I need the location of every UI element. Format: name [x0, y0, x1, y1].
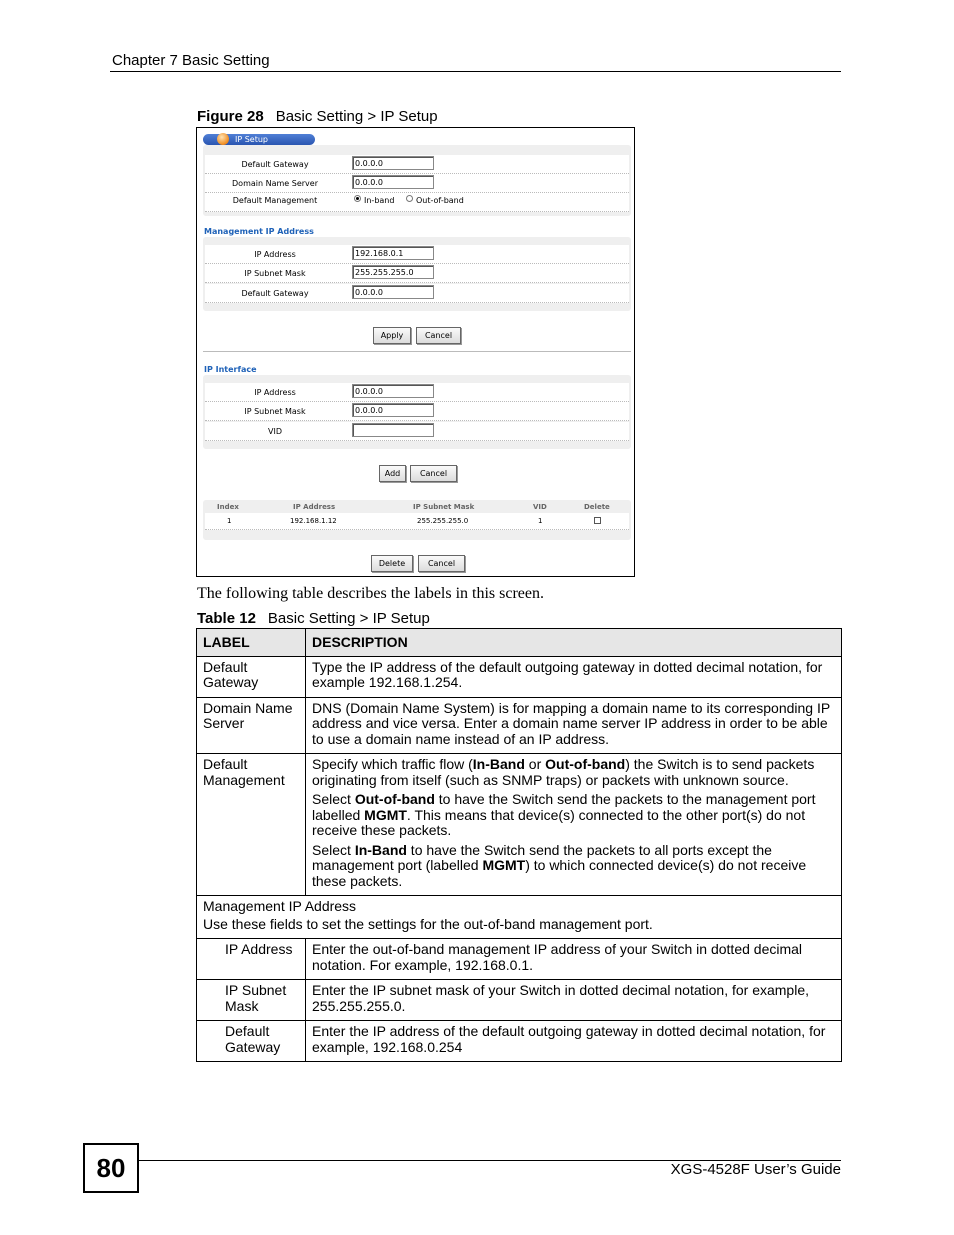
mgmt-ip-row	[205, 245, 629, 264]
description-paragraph: Select Out-of-band to have the Switch send the packets to the management port labelled MGMT. This means that device(s) connected to the other port(s) do not receive these packets.	[312, 791, 816, 838]
intro-text: The following table describes the labels in this screen.	[197, 585, 545, 602]
table-row	[197, 656, 842, 697]
if-vid-row	[205, 422, 629, 441]
mgmt-mask-label: IP Subnet Mask	[244, 269, 306, 278]
delete-button[interactable]: Delete	[371, 555, 413, 572]
row-description: Enter the IP address of the default outgoing gateway in dotted decimal notation, for example, 192.168.0.254	[306, 1021, 842, 1062]
mgmt-ip-input[interactable]: 192.168.0.1	[352, 246, 434, 260]
management-ip-heading: Management IP Address	[204, 227, 314, 236]
if-mask-row	[205, 402, 629, 421]
row-mask: 255.255.255.0	[417, 517, 469, 525]
row-label: IP Address	[197, 939, 306, 980]
description-column-header: DESCRIPTION	[306, 629, 842, 657]
mgmt-gateway-label: Default Gateway	[241, 289, 309, 298]
table-row	[197, 697, 842, 754]
add-button[interactable]: Add	[379, 465, 406, 482]
row-label: IP Subnet Mask	[197, 980, 306, 1021]
ip-setup-title-bar	[203, 134, 315, 145]
row-label: Default Gateway	[197, 656, 306, 697]
table-title: Basic Setting > IP Setup	[267, 610, 430, 627]
dns-row	[205, 174, 629, 193]
row-description: Enter the out-of-band management IP address of your Switch in dotted decimal notation. For example, 192.168.0.1.	[306, 939, 842, 980]
ip-setup-title: IP Setup	[235, 135, 269, 144]
row-description: Enter the IP subnet mask of your Switch in dotted decimal notation, for example, 255.255.255.0.	[306, 980, 842, 1021]
page-number: 80	[83, 1143, 139, 1193]
label-column-header: LABEL	[197, 629, 306, 657]
outband-label: Out-of-band	[416, 196, 464, 205]
if-mask-input[interactable]: 0.0.0.0	[352, 403, 434, 417]
description-paragraph: Specify which traffic flow (In-Band or Out-of-band) the Switch is to send packets originating from itself (such as SNMP traps) or packets with unknown source.	[312, 756, 815, 788]
guide-title: XGS-4528F User’s Guide	[670, 1161, 841, 1178]
table-cancel-button[interactable]: Cancel	[418, 555, 465, 572]
table-row	[197, 980, 842, 1021]
table-row	[205, 513, 629, 530]
default-management-row	[205, 193, 629, 212]
if-ip-input[interactable]: 0.0.0.0	[352, 384, 434, 398]
col-subnet-mask: IP Subnet Mask	[413, 503, 475, 511]
if-vid-label: VID	[268, 427, 282, 436]
row-vid: 1	[538, 517, 543, 525]
row-label: Domain Name Server	[197, 697, 306, 754]
mgmt-ip-label: IP Address	[254, 250, 296, 259]
mgmt-gateway-input[interactable]: 0.0.0.0	[352, 285, 434, 299]
table-row	[197, 1021, 842, 1062]
table-header-row	[197, 629, 842, 657]
row-ip: 192.168.1.12	[290, 517, 337, 525]
inband-radio[interactable]	[354, 195, 361, 202]
chapter-header: Chapter 7 Basic Setting	[112, 52, 270, 69]
description-table	[196, 628, 842, 1062]
default-gateway-row	[205, 155, 629, 174]
default-gateway-label: Default Gateway	[241, 160, 309, 169]
description-paragraph: Select In-Band to have the Switch send the packets to all ports except the management port (labelled MGMT) to which connected device(s) do not receive these packets.	[312, 841, 807, 889]
header-rule	[110, 71, 841, 72]
section-divider	[203, 351, 631, 352]
row-description: Type the IP address of the default outgoing gateway in dotted decimal notation, for example 192.168.1.254.	[306, 656, 842, 697]
row-index: 1	[227, 517, 232, 525]
if-ip-row	[205, 383, 629, 402]
table-section-row	[197, 896, 842, 939]
if-cancel-button[interactable]: Cancel	[410, 465, 457, 482]
mgmt-mask-row	[205, 264, 629, 283]
ip-interface-heading: IP Interface	[204, 365, 257, 374]
if-vid-input[interactable]	[352, 423, 434, 437]
outband-radio[interactable]	[406, 195, 413, 202]
section-cell	[197, 896, 842, 939]
if-mask-label: IP Subnet Mask	[244, 407, 306, 416]
ip-setup-screenshot	[196, 127, 635, 577]
row-description	[306, 754, 842, 896]
inband-label: In-band	[364, 196, 395, 205]
row-description: DNS (Domain Name System) is for mapping a domain name to its corresponding IP address and vice versa. Enter a domain name server IP address in order to be able to use a domain name instead of an IP address.	[306, 697, 842, 754]
ip-interface-table	[203, 500, 631, 540]
management-ip-panel	[203, 237, 631, 311]
table-caption	[197, 610, 430, 627]
section-title: Management IP Address	[203, 898, 357, 914]
dns-input[interactable]: 0.0.0.0	[352, 175, 434, 189]
default-gateway-input[interactable]: 0.0.0.0	[352, 156, 434, 170]
col-vid: VID	[533, 503, 547, 511]
col-ip-address: IP Address	[293, 503, 336, 511]
table-row	[197, 939, 842, 980]
row-delete-checkbox[interactable]	[594, 517, 601, 524]
cancel-button[interactable]: Cancel	[416, 327, 461, 344]
ip-setup-panel	[203, 145, 631, 216]
mgmt-gateway-row	[205, 284, 629, 303]
figure-label: Figure 28	[197, 108, 264, 125]
mgmt-mask-input[interactable]: 255.255.255.0	[352, 265, 434, 279]
table-row	[197, 754, 842, 896]
row-label: Default Gateway	[197, 1021, 306, 1062]
default-management-label: Default Management	[232, 196, 318, 205]
orb-icon	[217, 133, 229, 145]
col-delete: Delete	[584, 503, 610, 511]
dns-label: Domain Name Server	[232, 179, 318, 188]
figure-title: Basic Setting > IP Setup	[275, 108, 438, 125]
table-label: Table 12	[197, 610, 256, 627]
row-label: Default Management	[197, 754, 306, 896]
apply-button[interactable]: Apply	[373, 327, 411, 344]
col-index: Index	[217, 503, 239, 511]
section-description: Use these fields to set the settings for the out-of-band management port.	[203, 915, 653, 932]
figure-caption	[197, 108, 438, 125]
ip-interface-panel	[203, 375, 631, 449]
if-ip-label: IP Address	[254, 388, 296, 397]
